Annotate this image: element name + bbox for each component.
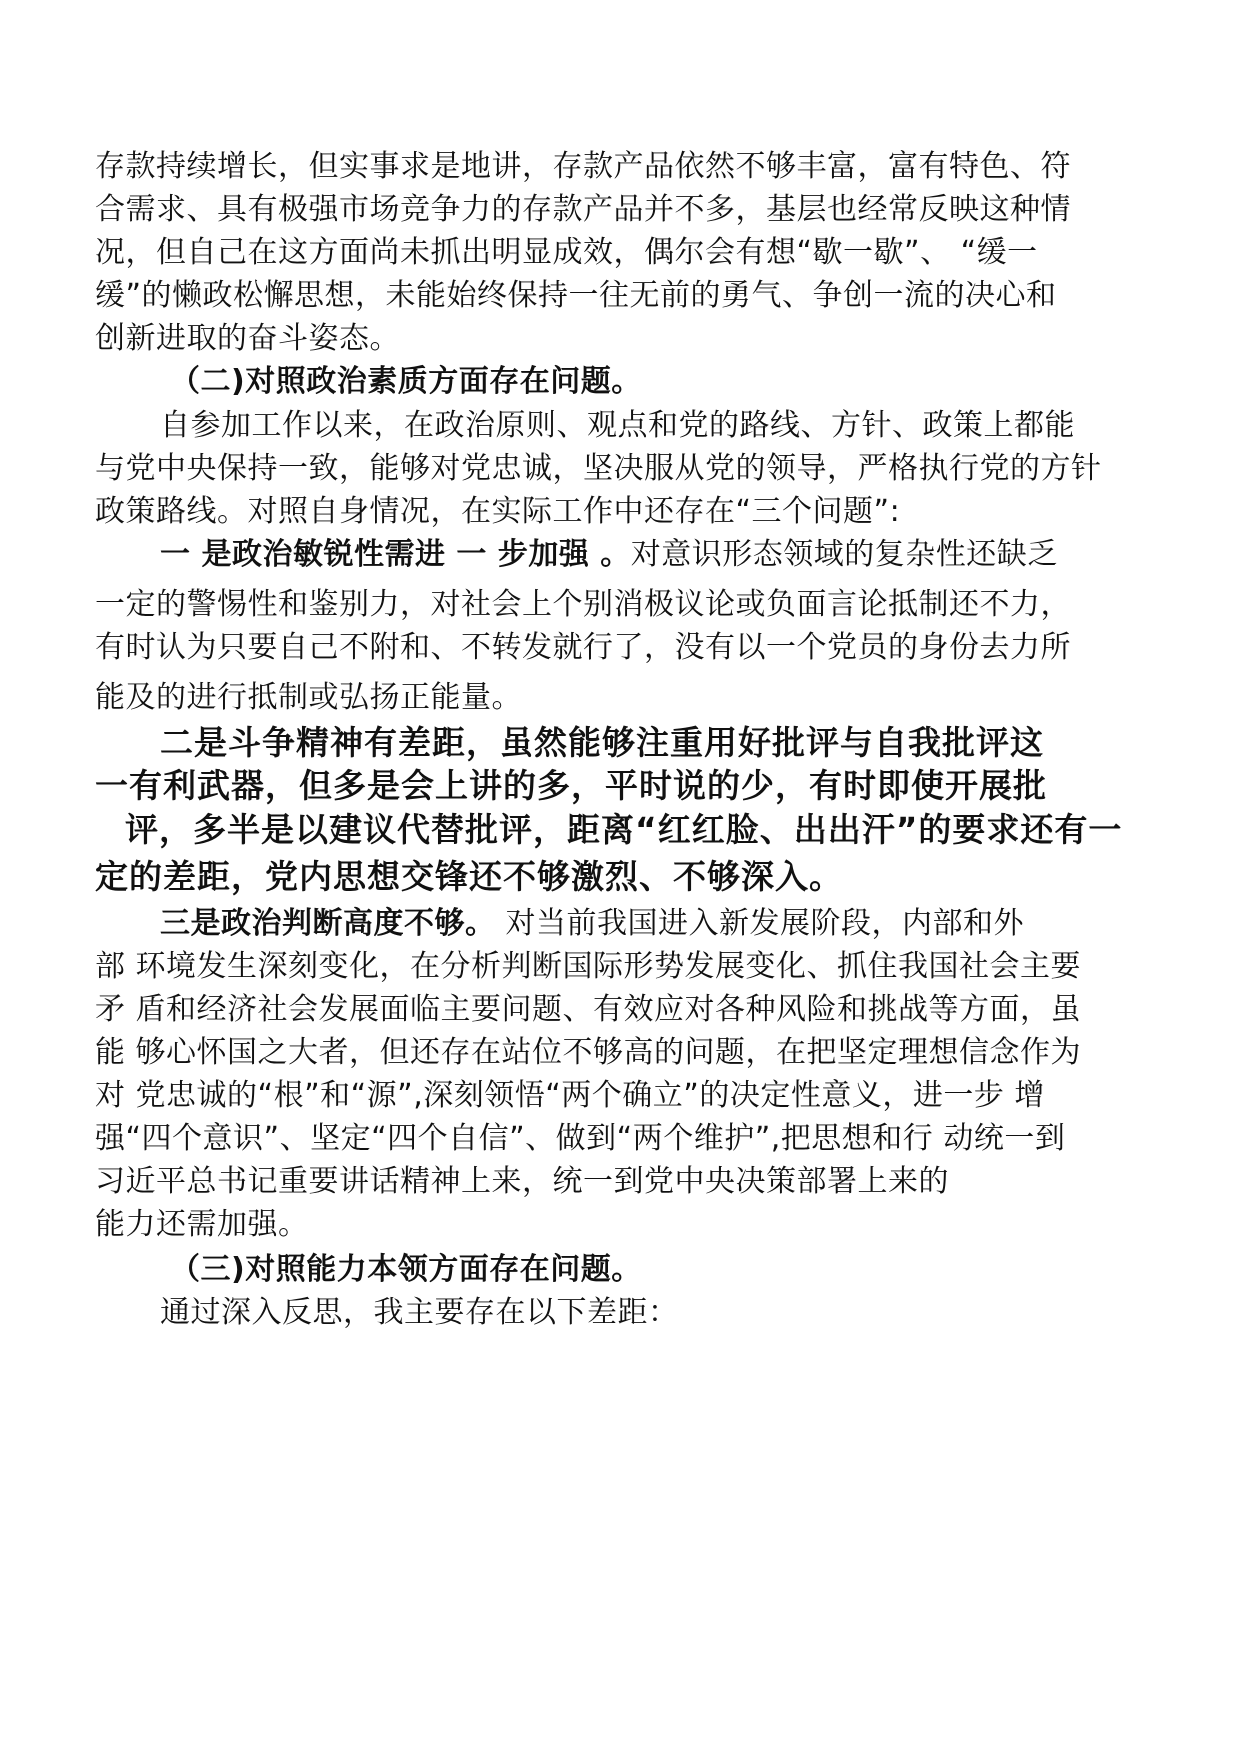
- text-line: 习近平总书记重要讲话精神上来，统一到党中央决策部署上来的: [95, 1164, 949, 1199]
- bold-text-line: 定的差距，党内思想交锋还不够激烈、不够深入。: [95, 857, 843, 896]
- text-line: 政策路线。对照自身情况，在实际工作中还存在“三个问题”:: [95, 494, 901, 529]
- text-line: 自参加工作以来，在政治原则、观点和党的路线、方针、政策上都能: [160, 408, 1075, 443]
- bold-text-line: 评，多半是以建议代替批评，距离“红红脸、出出汗”的要求还有一: [125, 810, 1123, 849]
- section-heading-2: （二)对照政治素质方面存在问题。: [170, 364, 642, 399]
- text-line: 通过深入反思，我主要存在以下差距：: [160, 1295, 679, 1330]
- text-line: 能力还需加强。: [95, 1207, 309, 1242]
- text-line: [160, 904, 1024, 944]
- text-line: 能 够心怀国之大者，但还存在站位不够高的问题，在把坚定理想信念作为: [95, 1035, 1082, 1070]
- point-three-text: 对当前我国进入新发展阶段，内部和外: [495, 906, 1025, 941]
- point-three-heading: 三是政治判断高度不够。: [160, 906, 496, 941]
- text-line: 强“四个意识”、坚定“四个自信”、做到“两个维护”,把思想和行 动统一到: [95, 1121, 1066, 1156]
- text-line: 存款持续增长，但实事求是地讲，存款产品依然不够丰富，富有特色、符: [95, 149, 1071, 184]
- text-line: 创新进取的奋斗姿态。: [95, 321, 400, 356]
- text-line: 一定的警惕性和鉴别力，对社会上个别消极议论或负面言论抵制还不力，: [95, 587, 1071, 622]
- text-line: 缓”的懒政松懈思想，未能始终保持一往无前的勇气、争创一流的决心和: [95, 278, 1057, 313]
- text-line: 况，但自己在这方面尚未抓出明显成效，偶尔会有想“歇一歇”、 “缓一: [95, 235, 1038, 270]
- text-line: 合需求、具有极强市场竞争力的存款产品并不多，基层也经常反映这种情: [95, 192, 1071, 227]
- text-line: 部 环境发生深刻变化，在分析判断国际形势发展变化、抓住我国社会主要: [95, 949, 1082, 984]
- text-line: 有时认为只要自己不附和、不转发就行了，没有以一个党员的身份去力所: [95, 630, 1071, 665]
- text-line: 与党中央保持一致，能够对党忠诚，坚决服从党的领导，严格执行党的方针: [95, 451, 1102, 486]
- text-line: 矛 盾和经济社会发展面临主要问题、有效应对各种风险和挑战等方面，虽: [95, 992, 1082, 1027]
- text-line: [160, 535, 1058, 575]
- point-one-text: 对意识形态领域的复杂性还缺乏: [630, 537, 1058, 572]
- bold-text-line: 二是斗争精神有差距，虽然能够注重用好批评与自我批评这: [160, 723, 1044, 762]
- text-line: 对 党忠诚的“根”和“源”,深刻领悟“两个确立”的决定性意义，进一步 增: [95, 1078, 1045, 1113]
- bold-text-line: 一有利武器，但多是会上讲的多，平时说的少，有时即使开展批: [95, 766, 1047, 805]
- text-line: 能及的进行抵制或弘扬正能量。: [95, 680, 522, 715]
- section-heading-3: （三)对照能力本领方面存在问题。: [170, 1252, 642, 1287]
- point-one-heading: 一 是政治敏锐性需进 一 步加强 。: [160, 537, 631, 572]
